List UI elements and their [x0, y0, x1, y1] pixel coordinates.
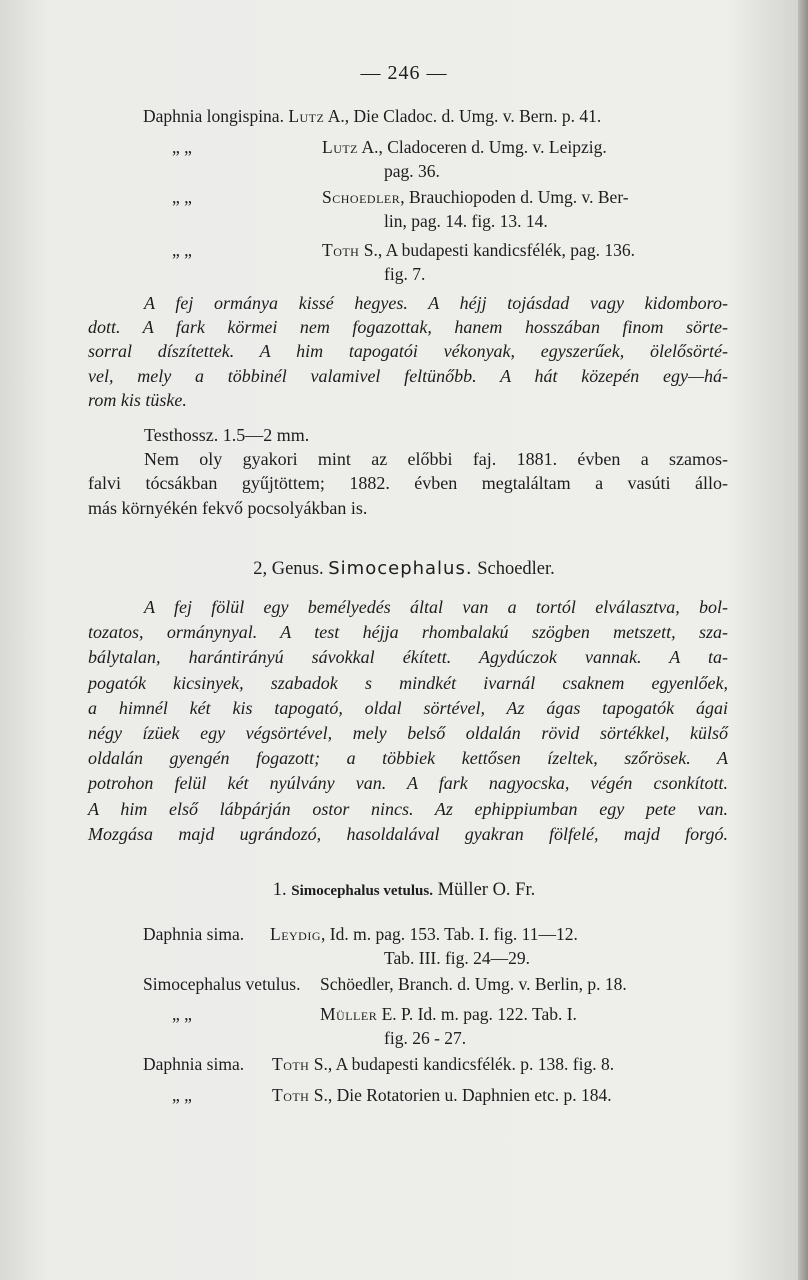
page-number: — 246 — [360, 62, 448, 84]
genus-heading: 2, Genus. Simocephalus. Schoedler. [253, 558, 555, 579]
species-description: A fej ormánya kissé hegyes. A héjj tojásdad vagy kidomboro- dott. A fark körmei nem fogazottak, hanem hosszában finom sörte- sorral díszítettek. A him tapogatói vékonyak, egyszerűek, ölelősörté- vel, mely a többinél valamivel feltünőbb. A hát közepén egy—há- rom kis tüske. [88, 293, 728, 410]
reference-entry: Daphnia longispina. Lutz A., Die Cladoc. d. Umg. v. Bern. p. 41. [143, 106, 602, 126]
scanned-page: — 246 — Daphnia longispina. Lutz A., Die Cladoc. d. Umg. v. Bern. p. 41. „ „ Lutz A., Cladoceren d. Umg. v. Leipzig. pag. 36. „ „ Schoedler, Brauchiopoden d. Umg. v. Ber- lin, pag. 14. fig. 13. 14. „ „ Toth S., A budapesti kandicsfélék, pag. 136. fig. 7. A fej ormánya kissé hegyes. A héjj tojásdad vagy kidomboro- dott. A fark körmei nem fogazottak, hanem hosszában finom sörte- sorral díszítettek. A him tapogatói vékonyak, egyszerűek, ölelősörté- vel, mely a többinél valamivel feltünőbb. A hát közepén egy—há- rom kis tüske. Testhossz. 1.5—2 mm. Nem oly gyakori mint az előbbi faj. 1881. évben a szamos- falvi tócsákban gyűjtöttem; 1882. évben megtaláltam a vasúti állo- más környékén fekvő pocsolyákban is. 2, Genus. Simocephalus. Schoedler. A fej fölül egy bemélyedés által van a tortól elválasztva, bol- tozatos, ormánynyal. A test héjja rhombalakú szögben metszett, sza- bálytalan, harántirányú sávokkal ékített. Agydúczok vannak. A ta- pogatók kicsinyek, szabadok s mindkét ivarnál csaknem egyenlőek, a himnél két kis tapogató, oldal sörtével, Az ágas tapogatók ágai négy ízüek egy végsörtével, mely belső oldalán rövid sörtékkel, külső oldalán gyengén fogazott; a többiek kettősen ízeltek, szőrösek. A potrohon felül két nyúlvány van. A fark nagyocska, végén csonkított. A him első lábpárján ostor nincs. Az ephippiumban egy pete van. Mozgása majd ugrándozó, hasoldalával gyakran fölfelé, majd forgó. 1. Simocephalus vetulus. Müller O. Fr. Daphnia sima. Leydig, Id. m. pag. 153. Tab. I. fig. 11—12. Tab. III. fig. 24—29. Simocephalus vetulus. Schöedler, Branch. d. Umg. v. Berlin, p. 18. „ „ Müller E. P. Id. m. pag. 122. Tab. I. fig. 26 - 27. Daphnia sima. Toth S., A budapesti kandicsfélék. p. 138. fig. 8. „ „ Toth S., Die Rotatorien u. Daphnien etc. p. 184. [0, 0, 808, 1280]
reference-entry: „ „ Toth S., A budapesti kandicsfélék, pag. 136. fig. 7. [172, 240, 635, 284]
genus-description: A fej fölül egy bemélyedés által van a tortól elválasztva, bol- tozatos, ormánynyal. A test héjja rhombalakú szögben metszett, sza- bálytalan, harántirányú sávokkal ékített. Agydúczok vannak. A ta- pogatók kicsinyek, szabadok s mindkét ivarnál csaknem egyenlőek, a himnél két kis tapogató, oldal sörtével, Az ágas tapogatók ágai négy ízüek egy végsörtével, mely belső oldalán rövid sörtékkel, külső oldalán gyengén fogazott; a többiek kettősen ízeltek, szőrösek. A potrohon felül két nyúlvány van. A fark nagyocska, végén csonkított. A him első lábpárján ostor nincs. Az ephippiumban egy pete van. Mozgása majd ugrándozó, hasoldalával gyakran fölfelé, majd forgó. [88, 597, 728, 844]
occurrence-text: Testhossz. 1.5—2 mm. Nem oly gyakori mint az előbbi faj. 1881. évben a szamos- falvi tócsákban gyűjtöttem; 1882. évben megtaláltam a vasúti állo- más környékén fekvő pocsolyákban is. [88, 425, 728, 518]
reference-entry: „ „ Lutz A., Cladoceren d. Umg. v. Leipzig. pag. 36. [172, 137, 607, 181]
species-heading: 1. Simocephalus vetulus. Müller O. Fr. [272, 880, 536, 900]
reference-entry: Daphnia sima. Leydig, Id. m. pag. 153. Tab. I. fig. 11—12. Tab. III. fig. 24—29. [143, 924, 578, 968]
reference-entry: „ „ Müller E. P. Id. m. pag. 122. Tab. I. fig. 26 - 27. [172, 1004, 577, 1048]
reference-entry: „ „ Schoedler, Brauchiopoden d. Umg. v. Ber- lin, pag. 14. fig. 13. 14. [172, 187, 629, 231]
